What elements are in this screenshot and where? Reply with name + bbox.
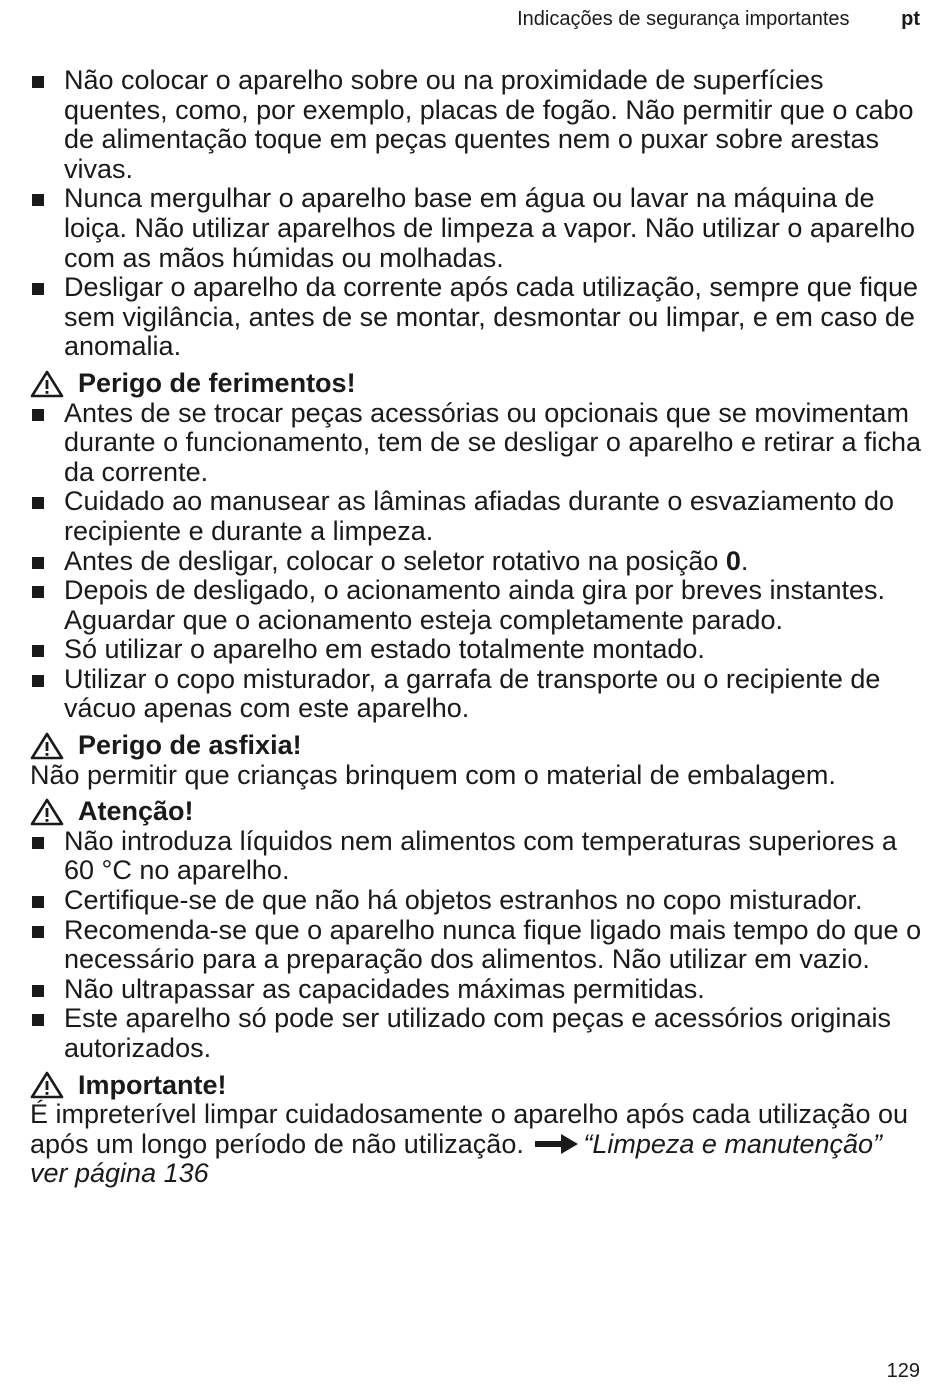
suffocation-paragraph: Não permitir que crianças brinquem com o material de embalagem. <box>30 759 836 790</box>
list-item: Cuidado ao manusear as lâminas afiadas durante o esvaziamento do recipiente e durante a limpeza. <box>30 487 925 546</box>
heading-attention <box>30 797 925 827</box>
heading-text: Atenção! <box>78 796 194 827</box>
list-item: Não introduza líquidos nem alimentos com temperaturas superiores a 60 °C no aparelho. <box>30 827 925 886</box>
list-item: Não colocar o aparelho sobre ou na proximidade de superfícies quentes, como, por exemplo, placas de fogão. Não permitir que o cabo de alimentação toque em peças quentes nem o puxar sobre arestas vivas. <box>30 66 925 184</box>
running-header <box>517 7 920 31</box>
list-item: Certifique-se de que não há objetos estranhos no copo misturador. <box>30 886 925 916</box>
important-paragraph <box>30 1100 925 1189</box>
item-end: . <box>740 545 749 576</box>
section-title: Indicações de segurança importantes <box>517 8 850 30</box>
position-zero: 0 <box>725 545 741 576</box>
warning-triangle-icon <box>30 798 64 826</box>
bullet-list-injury <box>30 399 925 725</box>
list-item: Desligar o aparelho da corrente após cada utilização, sempre que fique sem vigilância, antes de se montar, desmontar ou limpar, e em caso de anomalia. <box>30 273 925 362</box>
heading-text: Importante! <box>78 1069 227 1100</box>
bullet-list-attention <box>30 827 925 1064</box>
warning-triangle-icon <box>30 1071 64 1099</box>
heading-suffocation <box>30 731 925 761</box>
language-code: pt <box>901 8 920 30</box>
heading-injury <box>30 369 925 399</box>
main-content <box>30 66 925 1189</box>
page-number: 129 <box>886 1360 920 1382</box>
list-item: Depois de desligado, o acionamento ainda gira por breves instantes. Aguardar que o acionamento esteja completamente parado. <box>30 576 925 635</box>
list-item: Utilizar o copo misturador, a garrafa de transporte ou o recipiente de vácuo apenas com este aparelho. <box>30 665 925 724</box>
heading-important <box>30 1071 925 1101</box>
warning-triangle-icon <box>30 732 64 760</box>
list-item: Nunca mergulhar o aparelho base em água ou lavar na máquina de loiça. Não utilizar aparelhos de limpeza a vapor. Não utilizar o aparelho com as mãos húmidas ou molhadas. <box>30 184 925 273</box>
list-item: Este aparelho só pode ser utilizado com peças e acessórios originais autorizados. <box>30 1004 925 1063</box>
list-item <box>30 547 925 577</box>
list-item: Recomenda-se que o aparelho nunca fique ligado mais tempo do que o necessário para a preparação dos alimentos. Não utilizar em vazio. <box>30 916 925 975</box>
item-text: Antes de desligar, colocar o seletor rotativo na posição <box>64 545 726 576</box>
warning-triangle-icon <box>30 370 64 398</box>
list-item: Não ultrapassar as capacidades máximas permitidas. <box>30 975 925 1005</box>
bullet-list-general <box>30 66 925 362</box>
important-text: É impreterível limpar cuidadosamente o aparelho após cada utilização ou após um longo período de não utilização. <box>30 1099 909 1159</box>
heading-text: Perigo de ferimentos! <box>78 367 356 398</box>
arrow-right-icon <box>535 1132 579 1154</box>
heading-text: Perigo de asfixia! <box>78 730 302 761</box>
cross-reference-link[interactable]: “Limpeza e manutenção” ver página 136 <box>30 1128 883 1189</box>
list-item: Só utilizar o aparelho em estado totalmente montado. <box>30 635 925 665</box>
list-item: Antes de se trocar peças acessórias ou opcionais que se movimentam durante o funcionamento, tem de se desligar o aparelho e retirar a ficha da corrente. <box>30 399 925 488</box>
